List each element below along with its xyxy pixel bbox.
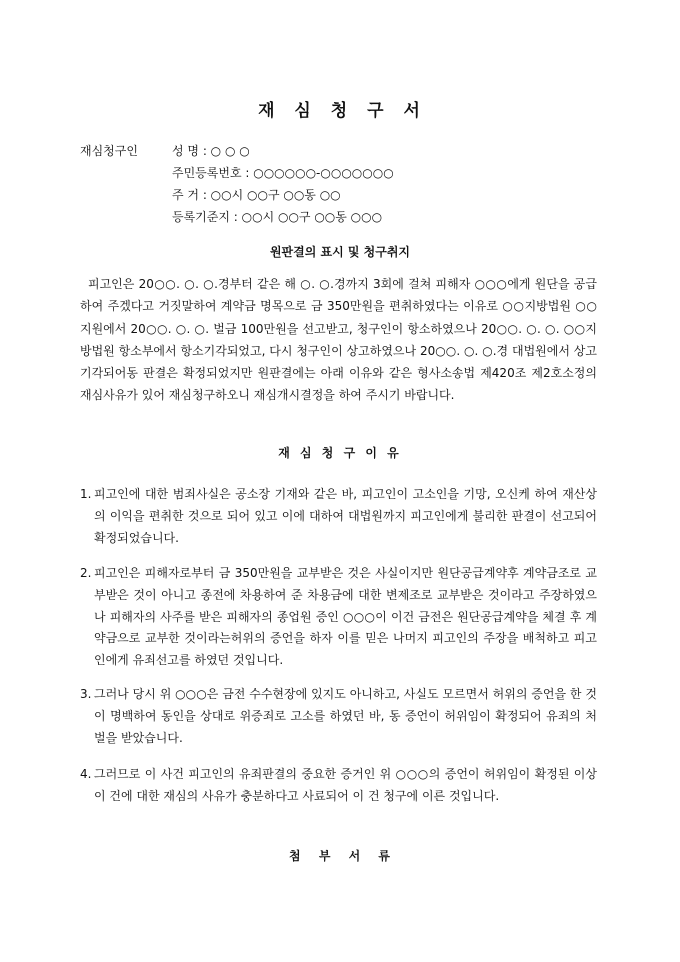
applicant-name: 성 명 : ○ ○ ○ <box>172 144 250 158</box>
reason-text: 피고인에 대한 범죄사실은 공소장 기재와 같은 바, 피고인이 고소인을 기망, 오신케 하여 재산상의 이익을 편취한 것으로 되어 있고 이에 대하여 대법원까지 피고인에게 불리한 판결이 선고되어 확정되었습니다. <box>94 487 597 545</box>
applicant-label: 재심청구인 <box>80 144 138 158</box>
original-judgment-body: 피고인은 20○○. ○. ○.경부터 같은 해 ○. ○.경까지 3회에 걸쳐 피해자 ○○○에게 원단을 공급하여 주겠다고 거짓말하여 계약금 명목으로 금 350만원을 편취하였다는 이유로 ○○지방법원 ○○지원에서 20○○. ○. ○. 벌금 100만원을 선고받고, 청구인이 항소하였으나 20○○. ○. ○. ○○지방법원 항소부에서 항소기각되었고, 다시 청구인이 상고하였으나 20○○. ○. ○.경 대법원에서 상고기각되어동 판결은 확정되었지만 원판결에는 아래 이유와 같은 형사소송법 제420조 제2호소정의 재심사유가 있어 재심청구하오니 재심개시결정을 하여 주시기 바랍니다. <box>80 277 597 403</box>
applicant-address: 주 거 : ○○시 ○○구 ○○동 ○○ <box>172 188 341 202</box>
reason-text: 피고인은 피해자로부터 금 350만원을 교부받은 것은 사실이지만 원단공급계약후 계약금조로 교부받은 것이 아니고 종전에 차용하여 준 차용금에 대한 변제조로 교부받은 것이라고 주장하였으나 피해자의 사주를 받은 피해자의 종업원 증인 ○○○이 이건 금전은 원단공급계약을 체결 후 계약금으로 교부한 것이라는허위의 증언을 하자 이를 믿은 나머지 피고인의 주장을 배척하고 피고인에게 유죄선고를 하였던 것입니다. <box>94 566 597 668</box>
reason-number: 4. <box>80 767 92 781</box>
reason-text: 그러므로 이 사건 피고인의 유죄판결의 중요한 증거인 위 ○○○의 증언이 허위임이 확정된 이상 이 건에 대한 재심의 사유가 충분하다고 사료되어 이 건 청구에 이른 것입니다. <box>94 767 597 803</box>
reason-number: 3. <box>80 687 92 701</box>
document-title: 재 심 청 구 서 <box>258 101 422 121</box>
attachments-heading: 첨 부 서 류 <box>289 849 391 863</box>
reason-item <box>80 563 597 672</box>
reason-text: 그러나 당시 위 ○○○은 금전 수수현장에 있지도 아니하고, 사실도 모르면서 허위의 증언을 한 것이 명백하여 동인을 상대로 위증죄로 고소를 하였던 바, 동 증언이 허위임이 확정되어 유죄의 처벌을 받았습니다. <box>94 687 597 745</box>
reason-item <box>80 484 597 549</box>
reasons-heading: 재 심 청 구 이 유 <box>278 446 402 460</box>
applicant-id-number: 주민등록번호 : ○○○○○○-○○○○○○○ <box>172 166 394 180</box>
reason-number: 1. <box>80 487 92 501</box>
applicant-registry: 등록기준지 : ○○시 ○○구 ○○동 ○○○ <box>172 210 383 224</box>
reason-number: 2. <box>80 566 92 580</box>
reason-item <box>80 684 597 749</box>
original-judgment-heading: 원판결의 표시 및 청구취지 <box>269 245 411 259</box>
reason-item <box>80 764 597 808</box>
